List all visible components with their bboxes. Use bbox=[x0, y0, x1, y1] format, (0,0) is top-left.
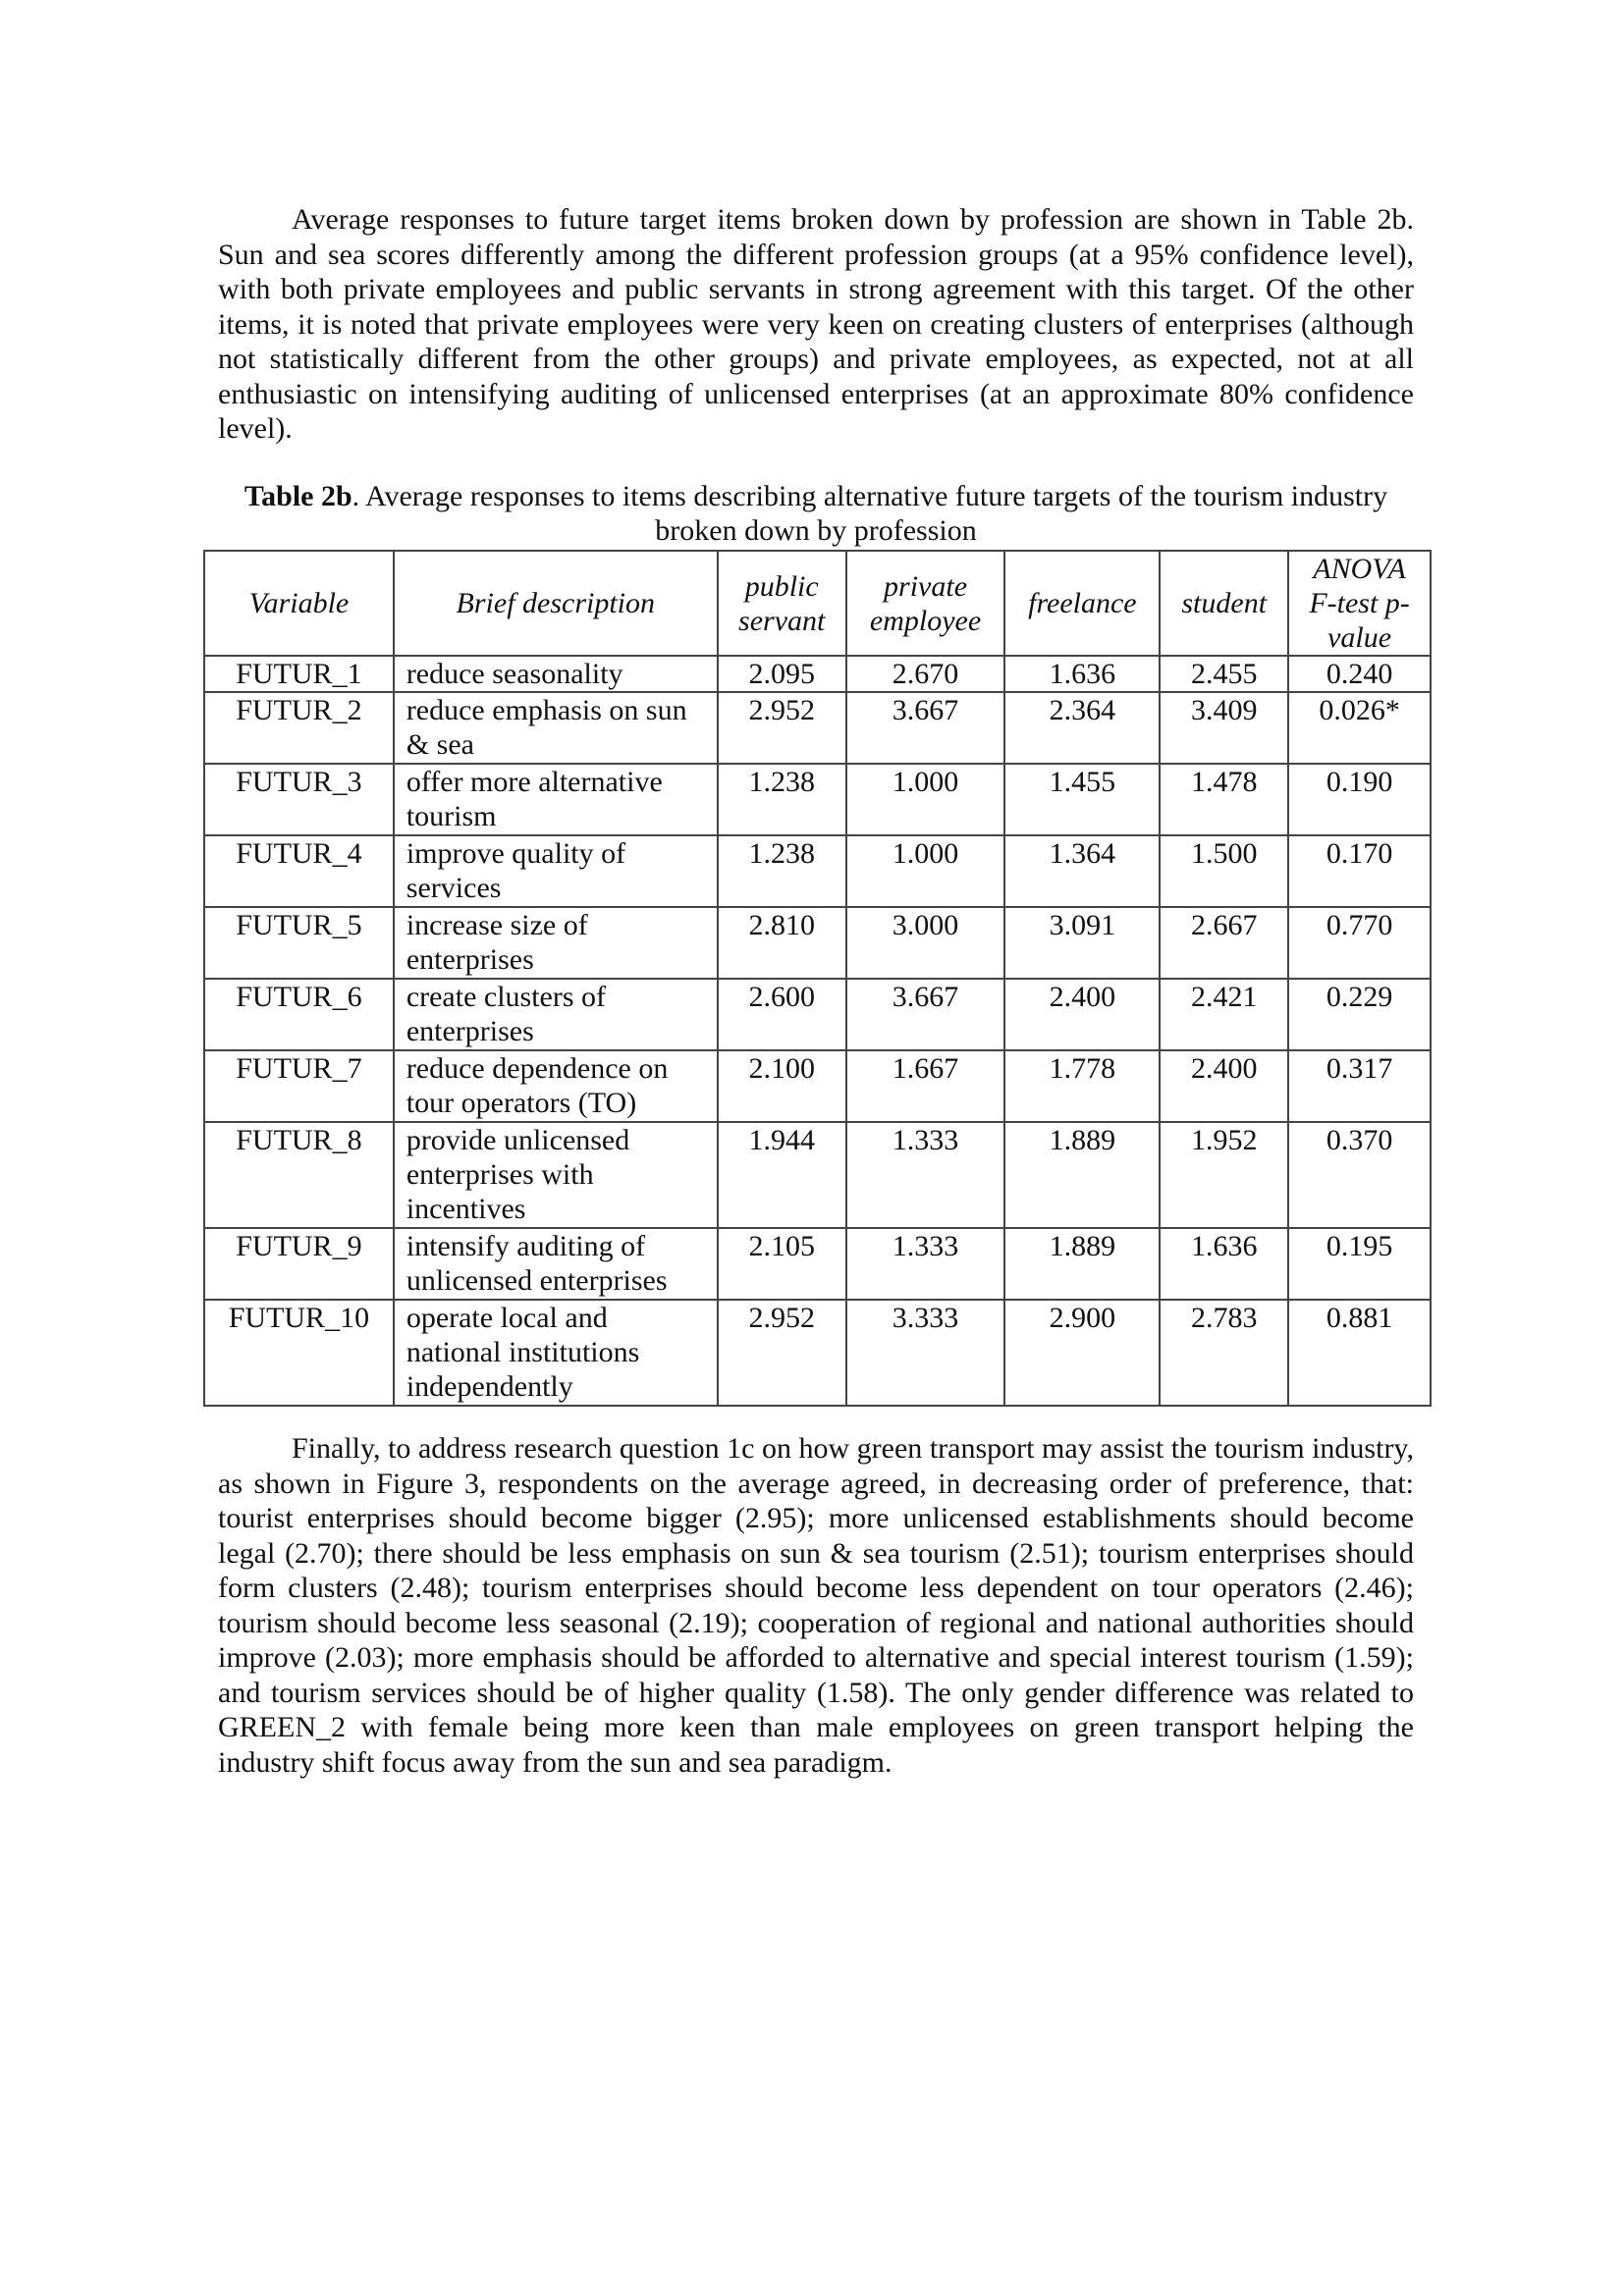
cell-description: create clusters of enterprises bbox=[394, 979, 718, 1050]
cell-anova: 0.170 bbox=[1288, 835, 1431, 907]
cell-variable: FUTUR_8 bbox=[204, 1122, 394, 1228]
table-row bbox=[204, 656, 1431, 692]
cell-student: 2.400 bbox=[1160, 1050, 1288, 1122]
cell-freelance: 1.455 bbox=[1004, 764, 1160, 835]
cell-freelance: 1.889 bbox=[1004, 1122, 1160, 1228]
cell-variable: FUTUR_5 bbox=[204, 907, 394, 979]
table-row bbox=[204, 1228, 1431, 1300]
cell-public-servant: 2.952 bbox=[718, 692, 846, 764]
cell-variable: FUTUR_9 bbox=[204, 1228, 394, 1300]
cell-description: increase size of enterprises bbox=[394, 907, 718, 979]
results-table bbox=[203, 550, 1432, 1407]
cell-student: 2.667 bbox=[1160, 907, 1288, 979]
cell-freelance: 1.778 bbox=[1004, 1050, 1160, 1122]
cell-anova: 0.190 bbox=[1288, 764, 1431, 835]
cell-freelance: 1.364 bbox=[1004, 835, 1160, 907]
cell-public-servant: 1.238 bbox=[718, 835, 846, 907]
cell-student: 1.478 bbox=[1160, 764, 1288, 835]
cell-student: 2.455 bbox=[1160, 656, 1288, 692]
cell-anova: 0.240 bbox=[1288, 656, 1431, 692]
cell-freelance: 1.636 bbox=[1004, 656, 1160, 692]
header-variable: Variable bbox=[204, 551, 394, 656]
cell-student: 1.952 bbox=[1160, 1122, 1288, 1228]
cell-public-servant: 2.095 bbox=[718, 656, 846, 692]
header-private-employee: private employee bbox=[846, 551, 1005, 656]
cell-freelance: 2.900 bbox=[1004, 1300, 1160, 1406]
header-student: student bbox=[1160, 551, 1288, 656]
cell-variable: FUTUR_7 bbox=[204, 1050, 394, 1122]
table-row bbox=[204, 692, 1431, 764]
table-caption bbox=[218, 479, 1414, 548]
cell-public-servant: 2.810 bbox=[718, 907, 846, 979]
cell-description: operate local and national institutions independently bbox=[394, 1300, 718, 1406]
header-public-servant: public servant bbox=[718, 551, 846, 656]
cell-description: reduce dependence on tour operators (TO) bbox=[394, 1050, 718, 1122]
cell-public-servant: 2.952 bbox=[718, 1300, 846, 1406]
cell-private-employee: 3.333 bbox=[846, 1300, 1005, 1406]
cell-student: 2.421 bbox=[1160, 979, 1288, 1050]
cell-description: offer more alternative tourism bbox=[394, 764, 718, 835]
cell-anova: 0.770 bbox=[1288, 907, 1431, 979]
intro-paragraph: Average responses to future target items broken down by profession are shown in Table 2b. Sun and sea scores differently among the different profession groups (at a 95% confidence level), with both private employees and public servants in strong agreement with this target. Of the other items, it is noted that private employees were very keen on creating clusters of enterprises (although not statistically different from the other groups) and private employees, as expected, not at all enthusiastic on intensifying auditing of unlicensed enterprises (at an approximate 80% confidence level). bbox=[218, 203, 1414, 445]
table-caption-text: . Average responses to items describing alternative future targets of the tourism industry broken down by profession bbox=[352, 480, 1388, 547]
cell-description: improve quality of services bbox=[394, 835, 718, 907]
header-freelance: freelance bbox=[1004, 551, 1160, 656]
cell-variable: FUTUR_10 bbox=[204, 1300, 394, 1406]
table-row bbox=[204, 835, 1431, 907]
cell-anova: 0.317 bbox=[1288, 1050, 1431, 1122]
cell-private-employee: 3.000 bbox=[846, 907, 1005, 979]
cell-private-employee: 3.667 bbox=[846, 979, 1005, 1050]
table-row bbox=[204, 764, 1431, 835]
cell-student: 1.500 bbox=[1160, 835, 1288, 907]
cell-variable: FUTUR_4 bbox=[204, 835, 394, 907]
table-row bbox=[204, 907, 1431, 979]
cell-description: reduce emphasis on sun & sea bbox=[394, 692, 718, 764]
cell-freelance: 2.400 bbox=[1004, 979, 1160, 1050]
cell-variable: FUTUR_2 bbox=[204, 692, 394, 764]
table-row bbox=[204, 1050, 1431, 1122]
cell-private-employee: 1.667 bbox=[846, 1050, 1005, 1122]
cell-variable: FUTUR_6 bbox=[204, 979, 394, 1050]
cell-private-employee: 1.000 bbox=[846, 764, 1005, 835]
table-header-row bbox=[204, 551, 1431, 656]
cell-anova: 0.229 bbox=[1288, 979, 1431, 1050]
cell-private-employee: 2.670 bbox=[846, 656, 1005, 692]
cell-public-servant: 2.100 bbox=[718, 1050, 846, 1122]
cell-anova: 0.370 bbox=[1288, 1122, 1431, 1228]
table-row bbox=[204, 1300, 1431, 1406]
cell-anova: 0.026* bbox=[1288, 692, 1431, 764]
cell-description: intensify auditing of unlicensed enterprises bbox=[394, 1228, 718, 1300]
header-anova: ANOVA F-test p-value bbox=[1288, 551, 1431, 656]
cell-public-servant: 1.238 bbox=[718, 764, 846, 835]
table-row bbox=[204, 1122, 1431, 1228]
cell-anova: 0.881 bbox=[1288, 1300, 1431, 1406]
cell-variable: FUTUR_3 bbox=[204, 764, 394, 835]
cell-public-servant: 1.944 bbox=[718, 1122, 846, 1228]
cell-freelance: 3.091 bbox=[1004, 907, 1160, 979]
cell-student: 2.783 bbox=[1160, 1300, 1288, 1406]
cell-private-employee: 1.333 bbox=[846, 1122, 1005, 1228]
table-caption-label: Table 2b bbox=[243, 480, 352, 512]
cell-description: provide unlicensed enterprises with incentives bbox=[394, 1122, 718, 1228]
cell-student: 3.409 bbox=[1160, 692, 1288, 764]
cell-public-servant: 2.600 bbox=[718, 979, 846, 1050]
conclusion-paragraph: Finally, to address research question 1c on how green transport may assist the tourism industry, as shown in Figure 3, respondents on the average agreed, in decreasing order of preference, that: tourist enterprises should become bigger (2.95); more unlicensed establishments should become legal (2.70); there should be less emphasis on sun & sea tourism (2.51); tourism enterprises should form clusters (2.48); tourism enterprises should become less dependent on tour operators (2.46); tourism should become less seasonal (2.19); cooperation of regional and national authorities should improve (2.03); more emphasis should be afforded to alternative and special interest tourism (1.59); and tourism services should be of higher quality (1.58). The only gender difference was related to GREEN_2 with female being more keen than male employees on green transport helping the industry shift focus away from the sun and sea paradigm. bbox=[218, 1432, 1414, 1779]
cell-public-servant: 2.105 bbox=[718, 1228, 846, 1300]
cell-description: reduce seasonality bbox=[394, 656, 718, 692]
cell-student: 1.636 bbox=[1160, 1228, 1288, 1300]
cell-private-employee: 1.333 bbox=[846, 1228, 1005, 1300]
cell-variable: FUTUR_1 bbox=[204, 656, 394, 692]
header-brief-description: Brief description bbox=[394, 551, 718, 656]
cell-private-employee: 1.000 bbox=[846, 835, 1005, 907]
table-row bbox=[204, 979, 1431, 1050]
cell-freelance: 1.889 bbox=[1004, 1228, 1160, 1300]
cell-private-employee: 3.667 bbox=[846, 692, 1005, 764]
cell-freelance: 2.364 bbox=[1004, 692, 1160, 764]
cell-anova: 0.195 bbox=[1288, 1228, 1431, 1300]
